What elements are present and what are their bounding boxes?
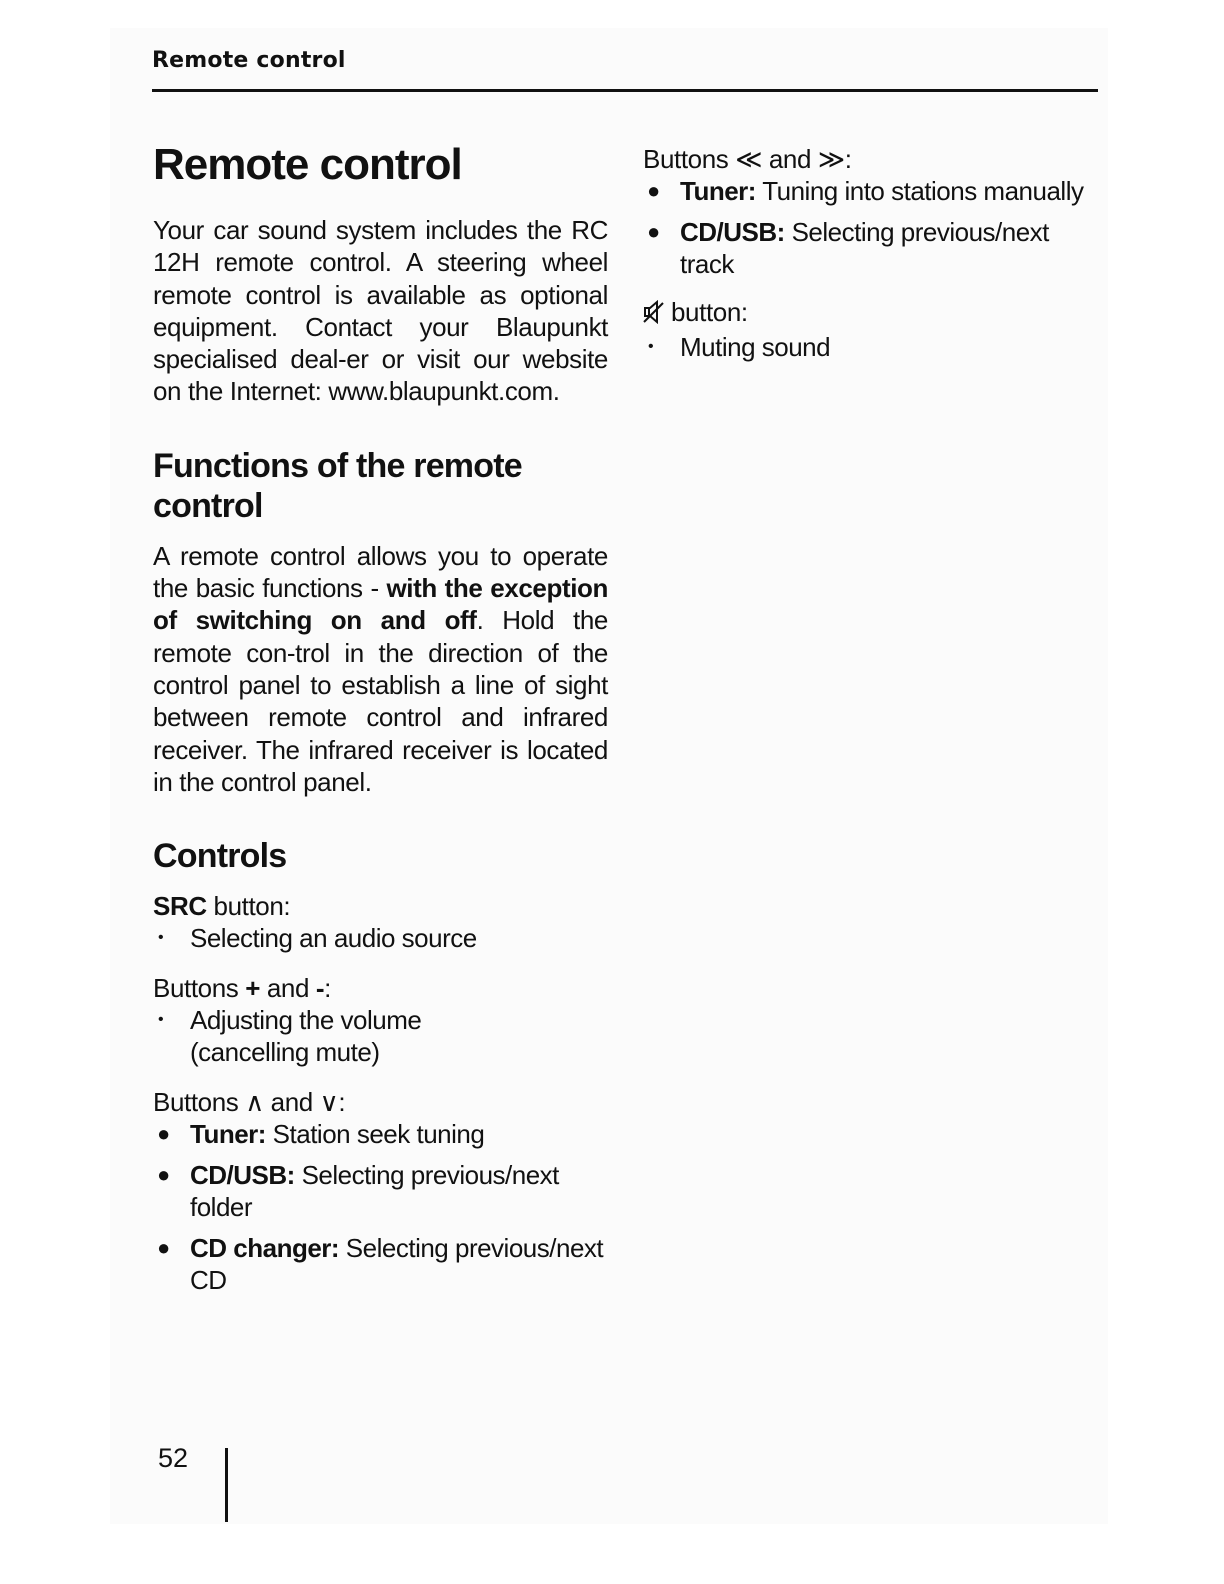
right-column <box>643 143 1093 363</box>
src-list <box>153 922 608 954</box>
bullet-icon: • <box>158 1011 164 1029</box>
skip-colon: : <box>844 144 852 174</box>
list-item <box>643 175 1093 207</box>
list-item <box>643 216 1093 280</box>
volume-and: and <box>260 973 316 1004</box>
skip-list <box>643 175 1093 280</box>
mute-item: Muting sound <box>680 332 831 362</box>
volume-item-line1: Adjusting the volume <box>190 1005 422 1036</box>
item-key: CD changer: <box>190 1233 340 1264</box>
skip-and: and <box>762 144 818 174</box>
skip-buttons-label <box>643 143 1093 175</box>
bullet-icon: • <box>158 929 164 947</box>
mute-label: button: <box>671 297 748 327</box>
item-key: CD/USB: <box>680 217 785 247</box>
plus-key: + <box>245 973 260 1004</box>
bullet-icon: ● <box>647 178 660 203</box>
bullet-icon: ● <box>157 1162 170 1188</box>
item-text: Selecting previous/next folder <box>190 1160 559 1223</box>
updown-buttons-label <box>153 1086 608 1118</box>
rewind-icon: ≪ <box>735 144 763 174</box>
list-item <box>153 1159 608 1223</box>
updown-list <box>153 1118 608 1296</box>
functions-text-2: . Hold the remote con-trol in the direction of the control panel to establish a line of sight between remote control and infrared receiver. The infrared receiver is located in the control panel. <box>153 605 608 797</box>
list-item <box>153 922 608 954</box>
item-text: Station seek tuning <box>265 1119 485 1150</box>
page-title: Remote control <box>153 140 462 189</box>
src-button-label <box>153 890 608 922</box>
item-key: Tuner: <box>680 176 756 206</box>
skip-label: Buttons <box>643 144 736 174</box>
functions-heading: Functions of the remote control <box>153 446 522 525</box>
volume-item-line2: (cancelling mute) <box>190 1037 380 1068</box>
bullet-icon: ● <box>157 1121 170 1147</box>
list-item <box>643 331 1093 363</box>
intro-paragraph: Your car sound system includes the RC 12H remote control. A steering wheel remote control is available as optional equipment. Contact your Blaupunkt specialised deal-er or visit our website on the Internet: www.blaupunkt.com. <box>153 215 608 407</box>
bullet-icon: • <box>648 338 654 355</box>
item-text: Selecting previous/next track <box>680 217 1049 279</box>
updown-and: and <box>263 1087 320 1118</box>
mute-speaker-icon <box>643 299 665 331</box>
src-key: SRC <box>153 891 207 922</box>
functions-text-1: A remote control allows you to operate the basic functions - <box>153 540 608 604</box>
header-rule <box>152 89 1098 92</box>
updown-colon: : <box>338 1087 346 1118</box>
mute-button-label <box>643 296 1093 331</box>
functions-paragraph <box>153 540 608 798</box>
item-key: CD/USB: <box>190 1160 295 1191</box>
volume-colon: : <box>324 973 331 1004</box>
src-label-rest: button: <box>206 891 291 922</box>
up-arrow-icon: ∧ <box>245 1087 264 1118</box>
down-arrow-icon: ∨ <box>319 1087 339 1118</box>
fast-forward-icon: ≫ <box>817 144 845 174</box>
mute-list <box>643 331 1093 363</box>
volume-label: Buttons <box>153 973 246 1004</box>
item-text: Selecting previous/next CD <box>190 1233 604 1296</box>
src-item: Selecting an audio source <box>190 923 477 954</box>
item-text: Tuning into stations manually <box>755 176 1084 206</box>
bullet-icon: ● <box>647 219 660 244</box>
minus-key: - <box>315 973 325 1004</box>
volume-list <box>153 1004 608 1068</box>
list-item <box>153 1004 608 1068</box>
list-item <box>153 1232 608 1296</box>
left-column <box>153 140 608 1296</box>
running-header: Remote control <box>152 48 346 73</box>
functions-text-bold: with the exception of switching on and off <box>153 573 608 636</box>
bullet-icon: ● <box>157 1235 170 1261</box>
page-number-bar <box>225 1448 228 1522</box>
item-key: Tuner: <box>190 1119 266 1150</box>
page-number: 52 <box>158 1443 189 1473</box>
volume-buttons-label <box>153 972 608 1004</box>
updown-label: Buttons <box>153 1087 246 1118</box>
controls-heading: Controls <box>153 837 287 876</box>
list-item <box>153 1118 608 1150</box>
